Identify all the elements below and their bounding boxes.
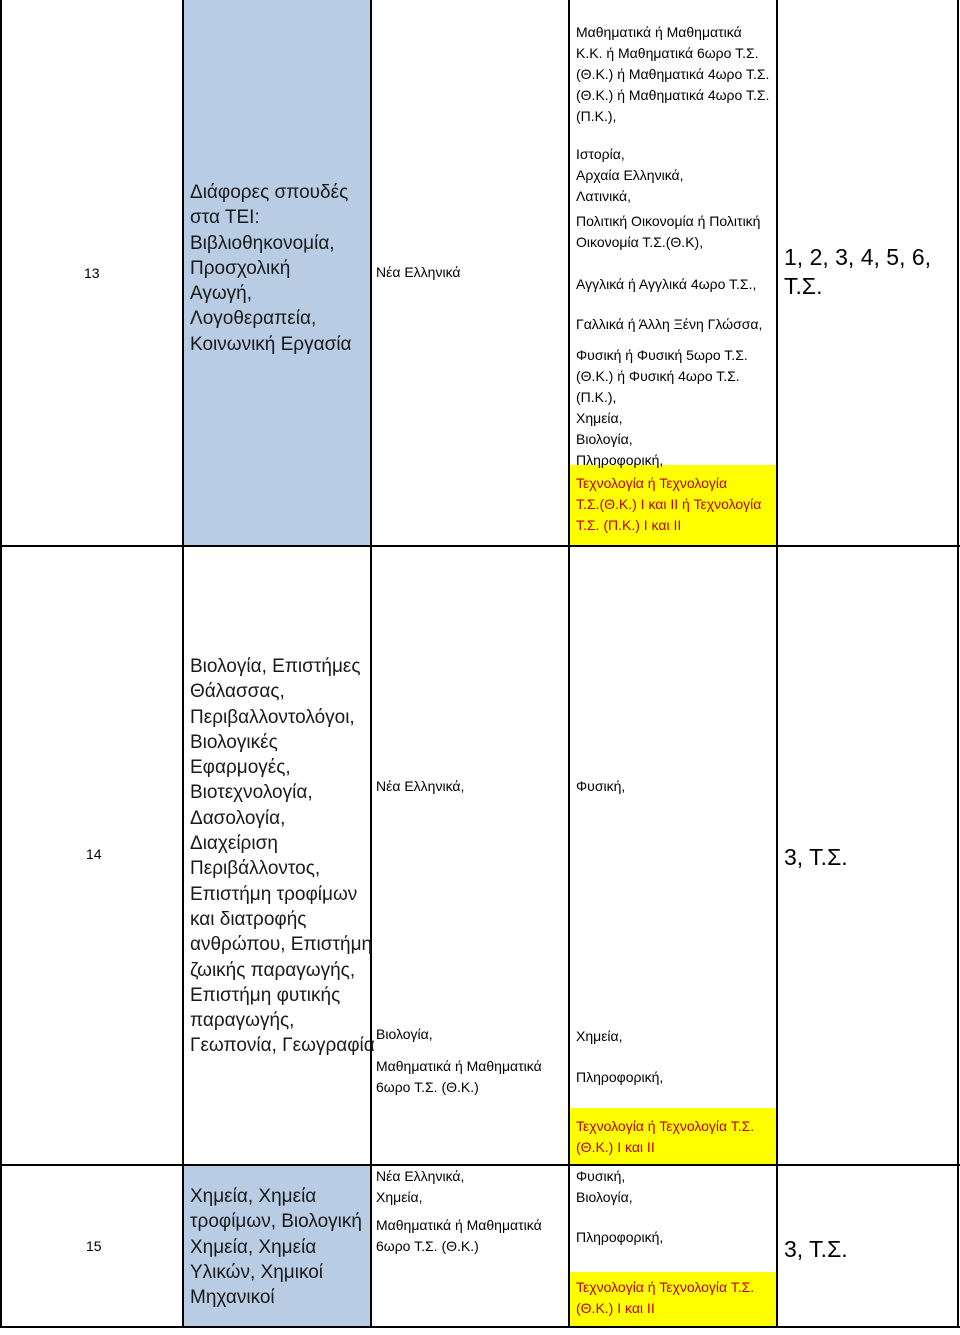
subject-list: Αγγλικά ή Αγγλικά 4ωρο Τ.Σ.,: [576, 276, 757, 292]
row-number: 13: [84, 265, 100, 281]
subject-list: Πολιτική Οικονομία ή Πολιτική Οικονομία Τ.Σ.(Θ.Κ),: [576, 213, 761, 250]
subject-list: Φυσική, Βιολογία,: [576, 1168, 633, 1205]
group-subject: Μαθηματικά ή Μαθηματικά 6ωρο Τ.Σ. (Θ.Κ.): [376, 1217, 542, 1254]
scientific-fields: 3, Τ.Σ.: [784, 1236, 848, 1262]
subject-list: Γαλλικά ή Άλλη Ξένη Γλώσσα,: [576, 316, 763, 332]
col-border-4: [776, 0, 778, 1328]
technology-subject: Τεχνολογία ή Τεχνολογία Τ.Σ. (Θ.Κ.) Ι και ΙΙ: [576, 1279, 755, 1316]
row-border-14-15: [0, 1164, 960, 1166]
row-number: 15: [86, 1238, 102, 1254]
subject-list: Φυσική,: [576, 778, 626, 794]
subject-list: Πληροφορική,: [576, 1229, 664, 1245]
group-subject: Νέα Ελληνικά: [376, 264, 461, 280]
col-border-1: [182, 0, 184, 1328]
subject-list: Χημεία,: [576, 1028, 623, 1044]
subject-list: Ιστορία, Αρχαία Ελληνικά, Λατινικά,: [576, 146, 684, 204]
programme-name: Βιολογία, Επιστήμες Θάλασσας, Περιβαλλοντολόγοι, Βιολογικές Εφαρμογές, Βιοτεχνολογία, Δασολογία, Διαχείριση Περιβάλλοντος, Επιστήμη τροφίμων και διατροφής ανθρώπου, Επιστήμη ζωικής παραγωγής, Επιστήμη φυτικής παραγωγής, Γεωπονία, Γεωγραφία: [190, 656, 375, 1057]
subject-list: Πληροφορική,: [576, 1069, 664, 1085]
technology-subject: Τεχνολογία ή Τεχνολογία Τ.Σ. (Θ.Κ.) Ι και ΙΙ: [576, 1118, 755, 1155]
row-border-bottom: [0, 1326, 960, 1328]
col-border-5: [957, 0, 959, 1328]
subject-list: Μαθηματικά ή Μαθηματικά Κ.Κ. ή Μαθηματικά 6ωρο Τ.Σ. (Θ.Κ.) ή Μαθηματικά 4ωρο Τ.Σ. (Θ.Κ.) ή Μαθηματικά 4ωρο Τ.Σ. (Π.Κ.),: [576, 24, 770, 124]
programme-name: Χημεία, Χημεία τροφίμων, Βιολογική Χημεία, Χημεία Υλικών, Χημικοί Μηχανικοί: [190, 1186, 362, 1309]
group-subject: Βιολογία,: [376, 1026, 433, 1042]
subject-list: Φυσική ή Φυσική 5ωρο Τ.Σ. (Θ.Κ.) ή Φυσική 4ωρο Τ.Σ. (Π.Κ.), Χημεία, Βιολογία, Πληροφορική,: [576, 347, 748, 468]
programme-name: Διάφορες σπουδές στα ΤΕΙ: Βιβλιοθηκονομία, Προσχολική Αγωγή, Λογοθεραπεία, Κοινωνική Εργασία: [190, 182, 352, 355]
group-subject: Νέα Ελληνικά, Χημεία,: [376, 1168, 465, 1205]
col-border-0: [0, 0, 2, 1328]
group-subject: Νέα Ελληνικά,: [376, 778, 465, 794]
scientific-fields: 3, Τ.Σ.: [784, 844, 848, 870]
scientific-fields: 1, 2, 3, 4, 5, 6, Τ.Σ.: [784, 244, 932, 299]
technology-subject: Τεχνολογία ή Τεχνολογία Τ.Σ.(Θ.Κ.) Ι και ΙΙ ή Τεχνολογία Τ.Σ. (Π.Κ.) Ι και ΙΙ: [576, 475, 762, 533]
col-border-3: [568, 0, 570, 1328]
row-number: 14: [86, 846, 102, 862]
group-subject: Μαθηματικά ή Μαθηματικά 6ωρο Τ.Σ. (Θ.Κ.): [376, 1058, 542, 1095]
row-border-13-14: [0, 545, 960, 547]
